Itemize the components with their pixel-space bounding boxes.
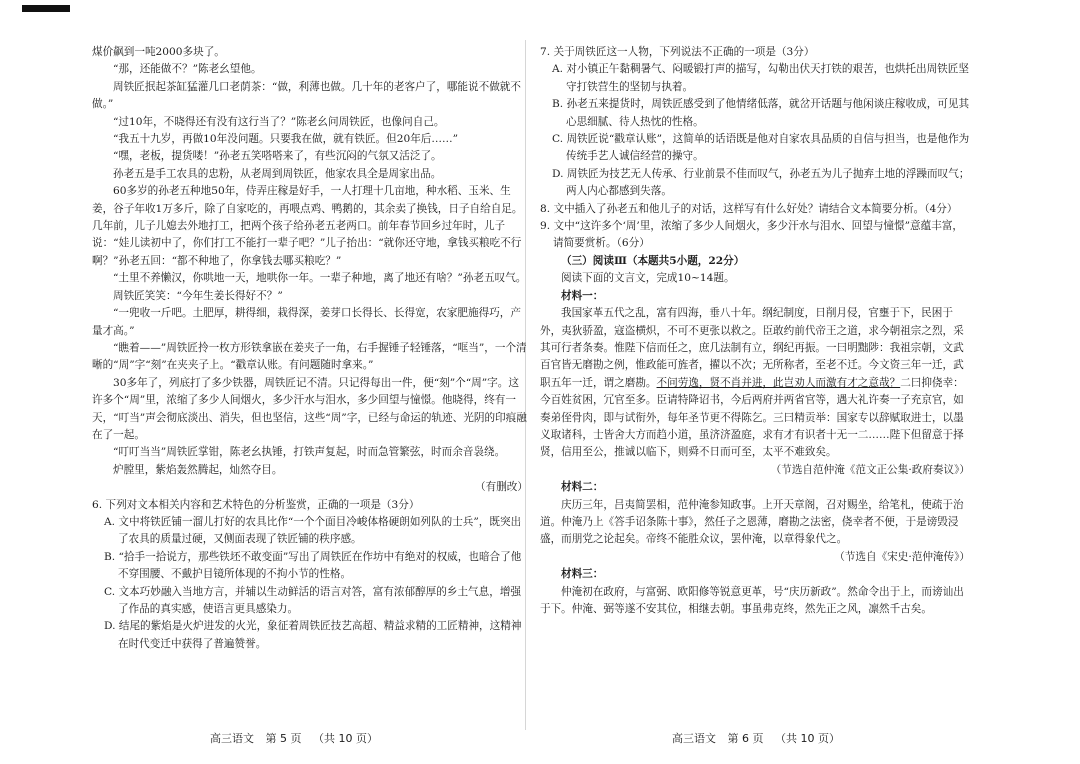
source-note: （有删改）: [475, 481, 528, 494]
footer-total-pages: （共 10 页）: [775, 732, 840, 745]
question-6-option-b: B. “拾手一拾说方，那些铁坯不敢变面”写出了周铁匠在作坊中有绝对的权威，也暗合了他不穿围腰、不戴护目镜所体现的不拘小节的性格。: [104, 550, 522, 581]
footer-total-pages: （共 10 页）: [313, 732, 378, 745]
material-1-title: 材料一：: [561, 289, 604, 302]
passage-paragraph: “过10年，不晓得还有没有这行当了？”陈老幺问周铁匠，也像问自己。: [113, 115, 445, 128]
footer-subject: 高三语文: [672, 732, 716, 745]
section-instruction: 阅读下面的文言文，完成10~14题。: [561, 272, 735, 285]
passage-paragraph: “土里不养懒汉，你哄地一天，地哄你一年。一辈子种地，离了地还有啥？”孙老五叹气。: [113, 272, 527, 285]
material-2-title: 材料二：: [561, 481, 604, 494]
left-column: [92, 44, 528, 653]
material-1-text: [540, 305, 970, 462]
question-6-option-d: D. 结尾的紫焰是火炉进发的火光，象征着周铁匠技艺高超、精益求精的工匠精神，这精神在时代变迁中获得了普遍赞誉。: [104, 620, 522, 650]
passage-paragraph: “叮叮当当”周铁匠掌钳，陈老幺执锤，打铁声复起，时而急管繁弦，时而余音袅绕。: [113, 446, 506, 459]
passage-paragraph: “我五十九岁，再做10年没问题。只要我在做，就有铁匠。但20年后……”: [113, 133, 459, 146]
question-6-option-c: C. 文本巧妙融入当地方言，并辅以生动鲜活的语言对答，富有浓郁醇厚的乡土气息，增强了作品的真实感，使语言更具感染力。: [104, 585, 522, 615]
passage-paragraph: “瞧着——”周铁匠拎一枚方形铁拿嵌在姜夹子一角，右手握锤子轻锤落，“哐当”，一个清晰的“周”字“刻”在夹夹子上。“戳章认账。有问题随时拿来。”: [92, 341, 527, 372]
passage-paragraph: 煤价飙到一吨2000多块了。: [92, 46, 225, 58]
material-1-underlined-sentence: 不问劳逸，贤不肖并进，此岂劝人而激有才之意哉？: [656, 376, 901, 389]
passage-paragraph: 周铁匠笑笑：“今年生姜长得好不？”: [113, 289, 283, 302]
material-1-source: （节选自范仲淹《范文正公集·政府奏议》）: [770, 463, 970, 476]
material-2-source: （节选自《宋史·范仲淹传》）: [834, 550, 970, 563]
question-7-option-c: C. 周铁匠说“戳章认账”，这简单的话语既是他对自家农具品质的自信与担当，也是他作为传统手艺人诚信经营的操守。: [552, 133, 970, 163]
page-footer-left: [210, 730, 386, 746]
scan-black-mark: [22, 5, 70, 12]
material-3-title: 材料三：: [561, 568, 604, 581]
question-7-option-d: D. 周铁匠为技艺无人传承、行业前景不佳而叹气，孙老五为儿子抛弃土地的浮躁而叹气；两人内心都感到失落。: [552, 167, 970, 198]
passage-paragraph: 炉膛里，紫焰轰然腾起，灿然夺目。: [113, 463, 283, 476]
footer-page-number: 第 5 页: [265, 732, 302, 745]
question-6-stem: 6. 下列对文本相关内容和艺术特色的分析鉴赏，正确的一项是（3分）: [92, 498, 420, 511]
question-7-option-a: A. 对小镇正午黏稠暑气、闷暖锻打声的描写，勾勒出伏天打铁的艰苦，也烘托出周铁匠坚守打铁营生的坚韧与执着。: [552, 63, 969, 93]
footer-page-number: 第 6 页: [727, 732, 764, 745]
passage-paragraph: 孙老五是手工农具的忠粉，从老周到周铁匠，他家农具全是周家出品。: [113, 167, 442, 180]
passage-paragraph: 周铁匠抿起茶缸猛灌几口老荫茶：“做，利薄也做。几十年的老客户了，哪能说不做就不做。”: [92, 80, 521, 111]
section-heading: （三）阅读Ⅲ（本题共5小题，22分）: [561, 254, 745, 267]
passage-paragraph: “一兜收一斤吧。土肥厚，耕得细，栽得深，姜芽口长得长、长得宽，农家肥施得巧，产量才高。”: [92, 307, 521, 337]
passage-paragraph: “嘿，老板，提货喽！”孙老五笑嗒嗒来了，有些沉闷的气氛又活泛了。: [113, 150, 442, 163]
material-1-text-b: 二曰抑侥幸：今百姓贫困，冗官至多。臣请特降诏书，今后两府并两省官等，遇大礼许奏一子充京官，如奏弟侄骨肉，即与试衔外，每年圣节更不得陈乞。三曰精贡举：国家专以辞赋取进士，以墨义取诸科，士皆舍大方而趋小道，虽济济盈庭，求有才有识者十无一二……陛下但留意于择贤，信用至公，推诚以临下，则舜不日而可至，太平不难致矣。: [540, 376, 964, 459]
passage-paragraph: 30多年了，列底打了多少铁器，周铁匠记不清。只记得每出一件，便“刻”个“周”字。这许多个“周”里，浓缩了多少人间烟火，多少汗水与泪水，多少回望与憧憬。他晓得，终有一天，“叮当”声会彻底淡出、消失，但也坚信，这些“周”字，已经与命运的轨迹、光阴的印痕融在了一起。: [92, 376, 527, 441]
question-7-stem: 7. 关于周铁匠这一人物，下列说法不正确的一项是（3分）: [540, 46, 815, 58]
question-9: 9. 文中“这许多个‘周’里，浓缩了多少人间烟火，多少汗水与泪水、回望与憧憬”意蕴丰富，请简要赏析。（6分）: [540, 220, 964, 250]
passage-paragraph: 60多岁的孙老五种地50年，侍弄庄稼是好手，一人打理十几亩地，种水稻、玉米、生姜，谷子年收1万多斤，除了自家吃的，再喂点鸡、鸭鹅的，其余卖了换钱，日子自给自足。几年前，儿子儿媳去外地打工，把两个孩子给孙老五老两口。前年春节回乡过年时，儿子说：“娃儿读初中了，你们打工不能打一辈子吧？”儿子抬出：“就你还守地，拿钱买粮吃不行啊？”孙老五回：“都不种地了，你拿钱去哪买粮吃？”: [92, 185, 523, 267]
question-6-option-a: A. 文中将铁匠铺一溜儿打好的农具比作“一个个面目冷峻体格硬朗如列队的士兵”，既突出了农具的质量过硬，又侧面表现了铁匠铺的秩序感。: [104, 515, 522, 546]
page-footer-right: [672, 730, 848, 746]
footer-subject: 高三语文: [210, 732, 254, 745]
passage-paragraph: “那，还能做不？”陈老幺望他。: [113, 63, 262, 76]
material-2-text: 庆历三年，吕夷简罢相，范仲淹参知政事。上开天章阁，召对赐坐，给笔札，使疏于治道。仲淹乃上《答手诏条陈十事》，然任子之恩薄，磨勘之法密，侥幸者不便，于是谤毁浸盛，而朋党之论起矣。帝终不能胜众议，罢仲淹，以章得象代之。: [540, 498, 964, 546]
question-7-option-b: B. 孙老五来提货时，周铁匠感受到了他情绪低落，就岔开话题与他闲谈庄稼收成，可见其心思细腻、待人热忱的性格。: [552, 98, 970, 128]
material-1-text-a: 我国家革五代之乱，富有四海，垂八十年。纲纪制度，日削月侵，官壅于下，民困于外，夷狄骄盈，寇盗横炽，不可不更张以救之。臣敢约前代帝王之道，求今朝祖宗之烈，采其可行者条奏。惟陛下信而任之，庶几法制有立，纲纪再振。一曰明黜陟：我祖宗朝，文武百官皆无磨勘之例，惟政能可旌者，擢以不次；无所称者，至老不迁。今文资三年一迁，武职五年一迁，谓之磨勘。: [540, 307, 964, 389]
right-column: [540, 44, 970, 618]
question-8: 8. 文中插入了孙老五和他儿子的对话，这样写有什么好处？请结合文本简要分析。（4分）: [540, 202, 958, 215]
material-3-text: 仲淹初在政府，与富弼、欧阳修等锐意更革，号“庆历新政”。然命令出于上，而谤讪出于下。仲淹、弼等遂不安其位，相继去朝。事虽弗克终，然先正之风，凛然千古矣。: [540, 585, 964, 615]
